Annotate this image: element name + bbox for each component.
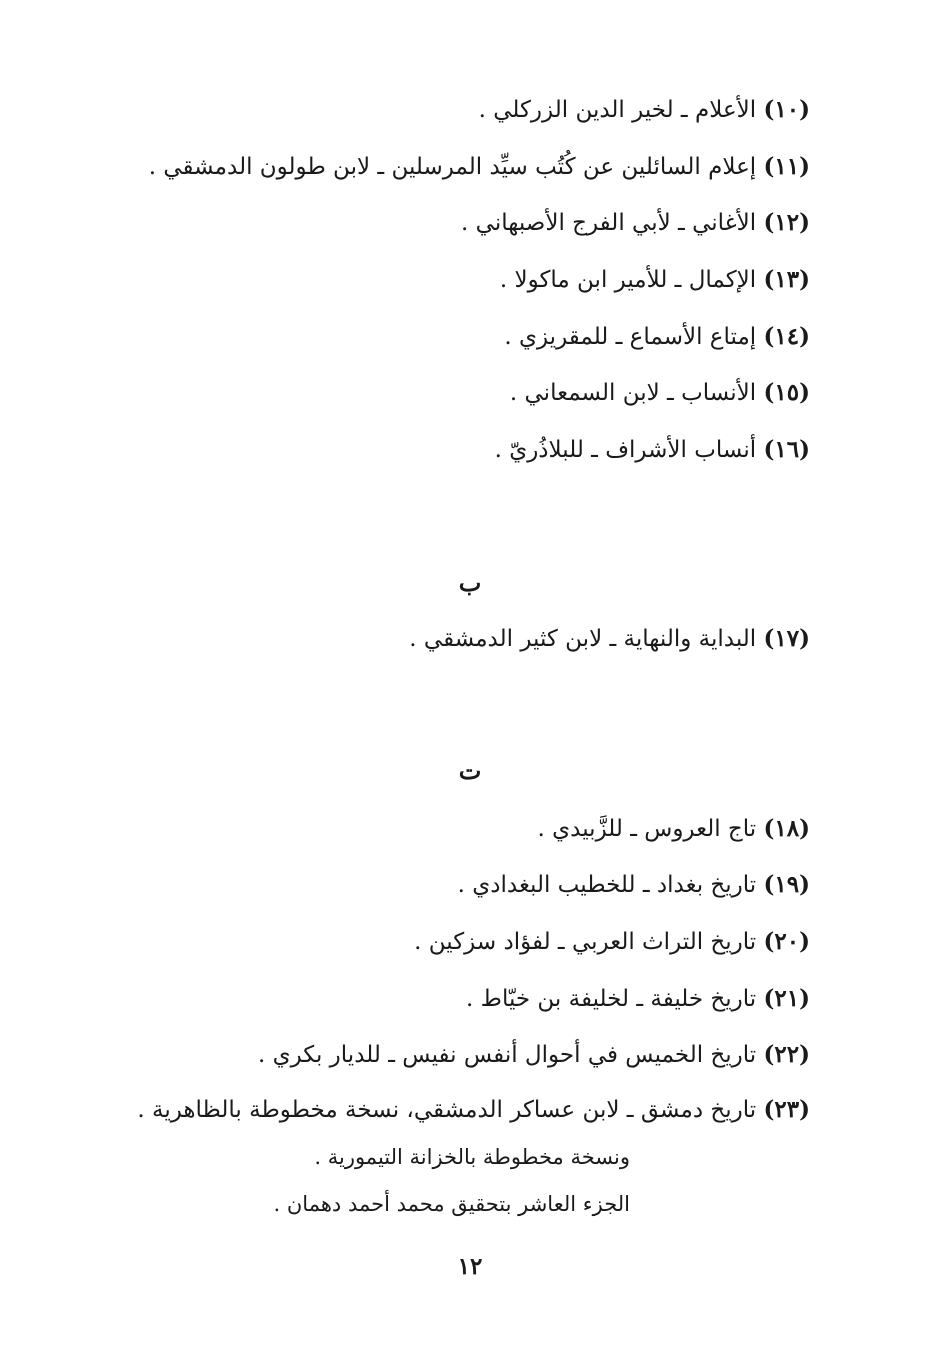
bibliography-entry-10 (479, 93, 810, 127)
bibliography-entry-23 (137, 1093, 810, 1127)
entry-number: (١١) (763, 153, 810, 180)
entry-text: تاج العروس ـ للزَّبيدي . (537, 816, 757, 842)
entry-text: الأنساب ـ لابن السمعاني . (509, 380, 757, 406)
entry-number: (٢٠) (763, 928, 810, 955)
entry-number: (١٢) (763, 209, 810, 236)
section-letter-ta: ت (458, 756, 482, 785)
bibliography-entry-20 (414, 925, 810, 959)
bibliography-entry-15 (510, 376, 810, 410)
entry-number: (١٣) (763, 266, 810, 293)
entry-text: إعلام السائلين عن كُتُب سيِّد المرسلين ـ لابن طولون الدمشقي . (148, 154, 757, 180)
entry-text: تاريخ الخميس في أحوال أنفس نفيس ـ للديار بكري . (257, 1042, 757, 1068)
bibliography-entry-17 (409, 622, 810, 656)
bibliography-entry-21 (466, 982, 810, 1016)
entry-number: (١٨) (763, 815, 810, 842)
entry-text: الأعلام ـ لخير الدين الزركلي . (478, 97, 757, 123)
bibliography-entry-11 (149, 150, 810, 184)
entry-number: (٢٢) (763, 1041, 810, 1068)
entry-text: إمتاع الأسماع ـ للمقريزي . (504, 324, 757, 350)
bibliography-entry-14 (504, 320, 810, 354)
entry-text: البداية والنهاية ـ لابن كثير الدمشقي . (409, 626, 757, 652)
page-number: ١٢ (457, 1253, 483, 1280)
entry-text: تاريخ بغداد ـ للخطيب البغدادي . (457, 872, 757, 898)
entry-text: تاريخ التراث العربي ـ لفؤاد سزكين . (414, 929, 757, 955)
entry-text: تاريخ خليفة ـ لخليفة بن خيّاط . (466, 986, 757, 1012)
entry-text: أنساب الأشراف ـ للبلاذُريّ . (494, 437, 757, 463)
entry-number: (١٧) (763, 625, 810, 652)
bibliography-entry-19 (458, 868, 810, 902)
entry-number: (١٦) (763, 436, 810, 463)
entry-number: (١٩) (763, 871, 810, 898)
entry-number: (١٠) (763, 96, 810, 123)
entry-number: (١٥) (763, 379, 810, 406)
entry-number: (٢١) (763, 985, 810, 1012)
entry-23-continuation-line: الجزء العاشر بتحقيق محمد أحمد دهمان . (273, 1192, 630, 1216)
entry-text: الإكمال ـ للأمير ابن ماكولا . (499, 267, 757, 293)
bibliography-entry-13 (500, 263, 810, 297)
bibliography-entry-18 (538, 812, 810, 846)
entry-23-continuation-line: ونسخة مخطوطة بالخزانة التيمورية . (314, 1145, 630, 1169)
bibliography-entry-16 (495, 433, 810, 467)
entry-number: (١٤) (763, 323, 810, 350)
bibliography-entry-22 (258, 1038, 810, 1072)
section-letter-ba: ب (458, 568, 482, 597)
entry-text: تاريخ دمشق ـ لابن عساكر الدمشقي، نسخة مخطوطة بالظاهرية . (137, 1097, 757, 1123)
bibliography-entry-12 (461, 206, 810, 240)
entry-text: الأغاني ـ لأبي الفرج الأصبهاني . (461, 210, 757, 236)
entry-number: (٢٣) (763, 1096, 810, 1123)
